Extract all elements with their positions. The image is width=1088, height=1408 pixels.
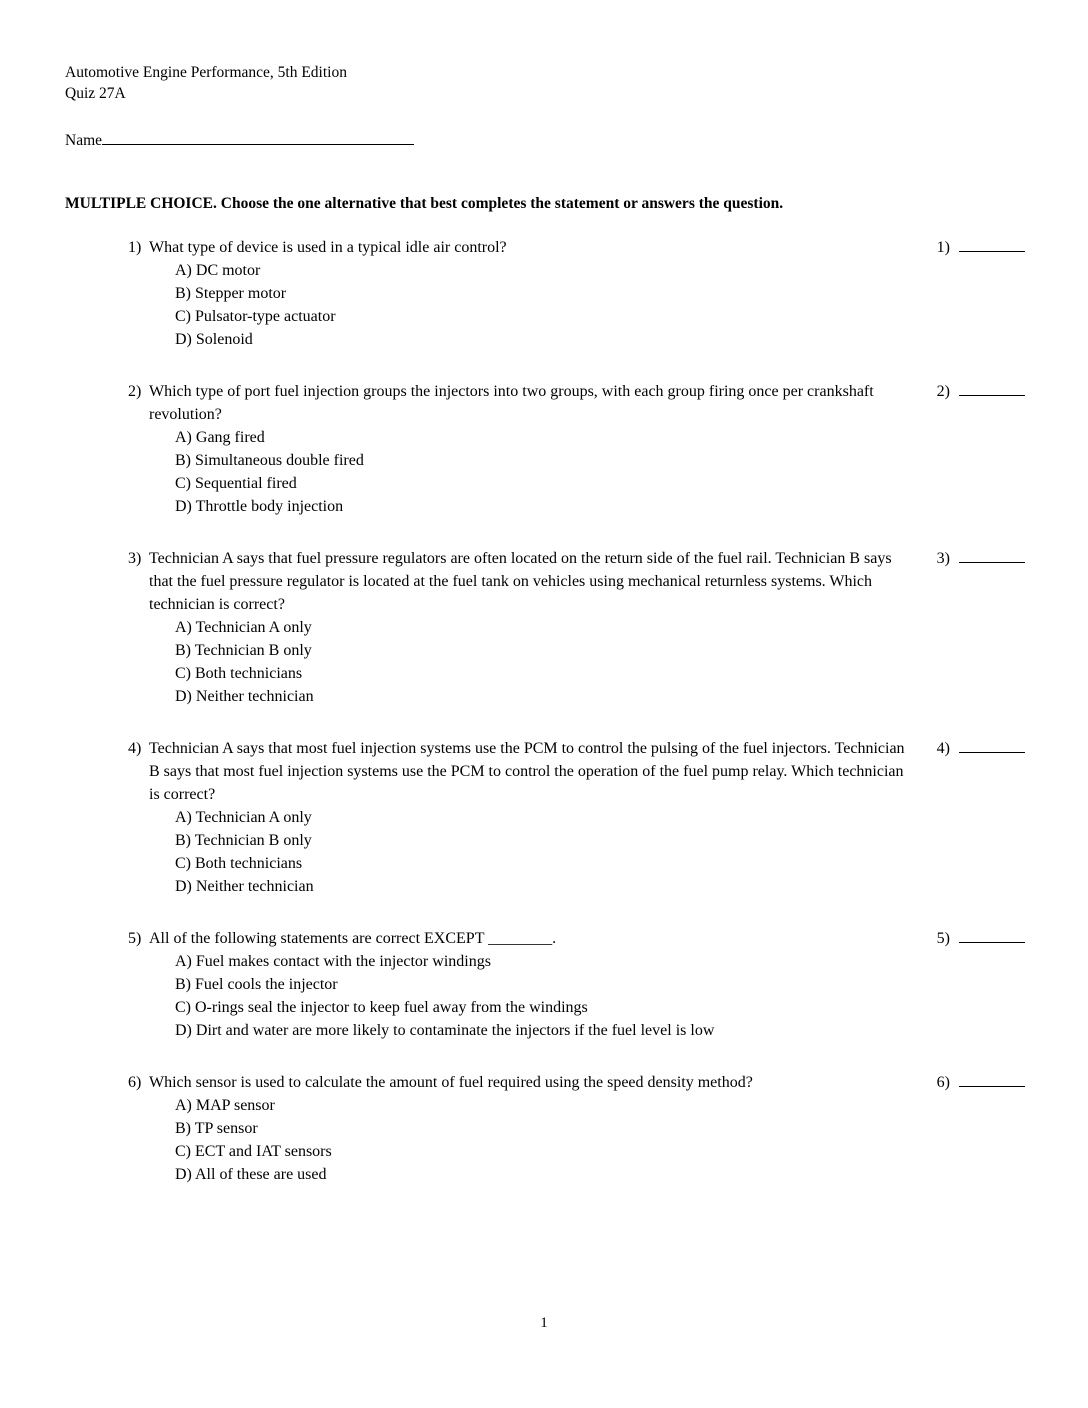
answer-slot [937,236,1025,259]
choices [128,950,918,1042]
choice-b: B) Technician B only [175,642,312,659]
answer-number: 3) [936,550,950,567]
choices [128,616,918,708]
answer-blank [959,547,1025,563]
question-number: 5) [128,930,142,947]
answer-number: 4) [936,740,950,757]
answer-number: 5) [936,930,950,947]
doc-title: Automotive Engine Performance, 5th Edition [65,64,347,81]
doc-subtitle: Quiz 27A [65,85,126,102]
question-text: What type of device is used in a typical idle air control? [149,239,507,256]
question-body [128,927,918,1042]
answer-blank [959,236,1025,252]
question-1 [128,236,1025,351]
question-5 [128,927,1025,1042]
answer-slot [937,1071,1025,1094]
question-body [128,1071,918,1186]
answer-number: 6) [936,1074,950,1091]
choice-a: A) Technician A only [175,809,312,826]
choice-b: B) Stepper motor [175,285,287,302]
question-number: 1) [128,239,142,256]
choice-a: A) Gang fired [175,429,265,446]
question-text: Which type of port fuel injection groups the injectors into two groups, with each group firing once per crankshaft revolution? [149,383,874,423]
question-body [128,547,918,708]
question-number: 3) [128,550,142,567]
name-label: Name [65,132,103,149]
answer-blank [959,1071,1025,1087]
choice-a: A) Technician A only [175,619,312,636]
choices [128,806,918,898]
choice-c: C) O-rings seal the injector to keep fuel away from the windings [175,999,588,1016]
answer-blank [959,380,1025,396]
choice-a: A) Fuel makes contact with the injector windings [175,953,491,970]
choices [128,1094,918,1186]
choice-b: B) Simultaneous double fired [175,452,364,469]
choice-c: C) Both technicians [175,665,303,682]
choice-b: B) Technician B only [175,832,312,849]
question-number: 4) [128,740,142,757]
answer-slot [937,927,1025,950]
choice-d: D) Dirt and water are more likely to contaminate the injectors if the fuel level is low [175,1022,715,1039]
choice-a: A) MAP sensor [175,1097,275,1114]
choice-c: C) Sequential fired [175,475,297,492]
question-text: Technician A says that most fuel injection systems use the PCM to control the pulsing of the fuel injectors. Technician B says that most fuel injection systems use the PCM to control the operation of the fuel pump relay. Which technician is correct? [149,740,905,803]
answer-number: 2) [936,383,950,400]
name-row [65,130,1025,151]
question-6 [128,1071,1025,1186]
choice-c: C) ECT and IAT sensors [175,1143,332,1160]
question-number: 2) [128,383,142,400]
choice-d: D) Neither technician [175,688,314,705]
answer-blank [959,927,1025,943]
question-3 [128,547,1025,708]
choice-a: A) DC motor [175,262,261,279]
doc-header [65,62,1025,104]
choice-d: D) Neither technician [175,878,314,895]
choice-c: C) Pulsator-type actuator [175,308,336,325]
instructions: MULTIPLE CHOICE. Choose the one alternative that best completes the statement or answers the question. [65,195,784,212]
choices [128,426,918,518]
question-2 [128,380,1025,518]
answer-slot [937,547,1025,570]
page-number: 1 [540,1315,548,1331]
choice-b: B) TP sensor [175,1120,258,1137]
answer-blank [959,737,1025,753]
name-blank [102,130,414,145]
answer-number: 1) [936,239,950,256]
question-text: All of the following statements are correct EXCEPT ________. [149,930,557,947]
question-body [128,236,918,351]
choice-d: D) Throttle body injection [175,498,344,515]
choice-b: B) Fuel cools the injector [175,976,338,993]
question-text: Technician A says that fuel pressure regulators are often located on the return side of the fuel rail. Technician B says that the fuel pressure regulator is located at the fuel tank on vehicles using mechanical returnless systems. Which technician is correct? [149,550,892,613]
question-body [128,737,918,898]
answer-slot [937,737,1025,760]
question-text: Which sensor is used to calculate the amount of fuel required using the speed density method? [149,1074,753,1091]
answer-slot [937,380,1025,403]
question-4 [128,737,1025,898]
questions-list [65,236,1025,1186]
choice-d: D) All of these are used [175,1166,327,1183]
choice-c: C) Both technicians [175,855,303,872]
choice-d: D) Solenoid [175,331,253,348]
choices [128,259,918,351]
question-number: 6) [128,1074,142,1091]
question-body [128,380,918,518]
